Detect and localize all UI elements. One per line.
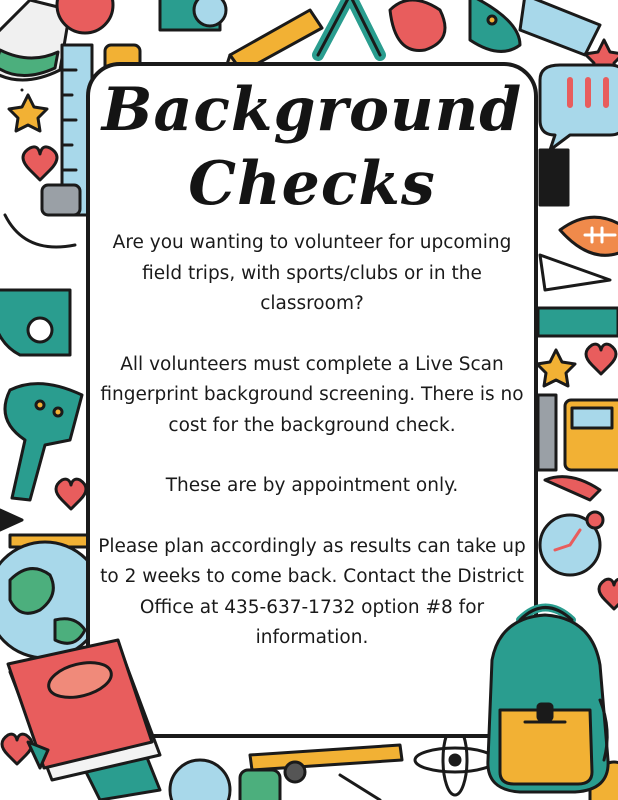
star-icon: [9, 95, 47, 131]
magnifier-icon: [170, 760, 230, 800]
stapler-icon: [538, 395, 556, 470]
heart-icon: [586, 344, 616, 374]
drop-icon: [470, 0, 520, 51]
pencil-icon: [80, 740, 160, 800]
paragraph-contact: Please plan accordingly as results can take up to 2 weeks to come back. Contact the District Office at 435-637-1732 option #8 for information.: [98, 535, 526, 648]
heart-icon: [2, 734, 32, 764]
clock-icon: [540, 512, 603, 575]
marker-icon: [538, 308, 618, 336]
paragraph-volunteer-question: Are you wanting to volunteer for upcoming field trips, with sports/clubs or in the classroom?: [112, 232, 512, 314]
protractor-icon: [0, 290, 70, 355]
apple-icon: [390, 0, 445, 51]
speech-bubble-icon: [540, 65, 618, 150]
heart-icon: [23, 147, 57, 180]
star-icon: [537, 350, 575, 386]
paragraph-appointment: These are by appointment only.: [165, 475, 459, 496]
football-icon: [560, 217, 618, 255]
title-line-1: Background: [101, 75, 523, 145]
flask-right-icon: [520, 0, 600, 55]
mouse-icon: [240, 770, 280, 800]
paper-plane-icon: [540, 255, 610, 290]
microscope-icon: [160, 0, 226, 30]
body-text: [96, 228, 528, 684]
lamp-icon: [545, 477, 600, 500]
clip-icon: [540, 150, 568, 205]
calculator-icon: [565, 400, 618, 470]
ruler-icon: [340, 775, 380, 800]
compass-icon: [318, 0, 380, 55]
mouse-icon: [5, 185, 80, 247]
paragraph-live-scan: All volunteers must complete a Live Scan fingerprint background screening. There is no cost for the background check.: [100, 353, 524, 436]
heart-icon: [56, 479, 86, 509]
pencil-icon: [0, 510, 22, 530]
heart-icon: [599, 579, 618, 609]
title-line-2: Checks: [188, 149, 436, 219]
swirl-icon: [590, 762, 618, 800]
